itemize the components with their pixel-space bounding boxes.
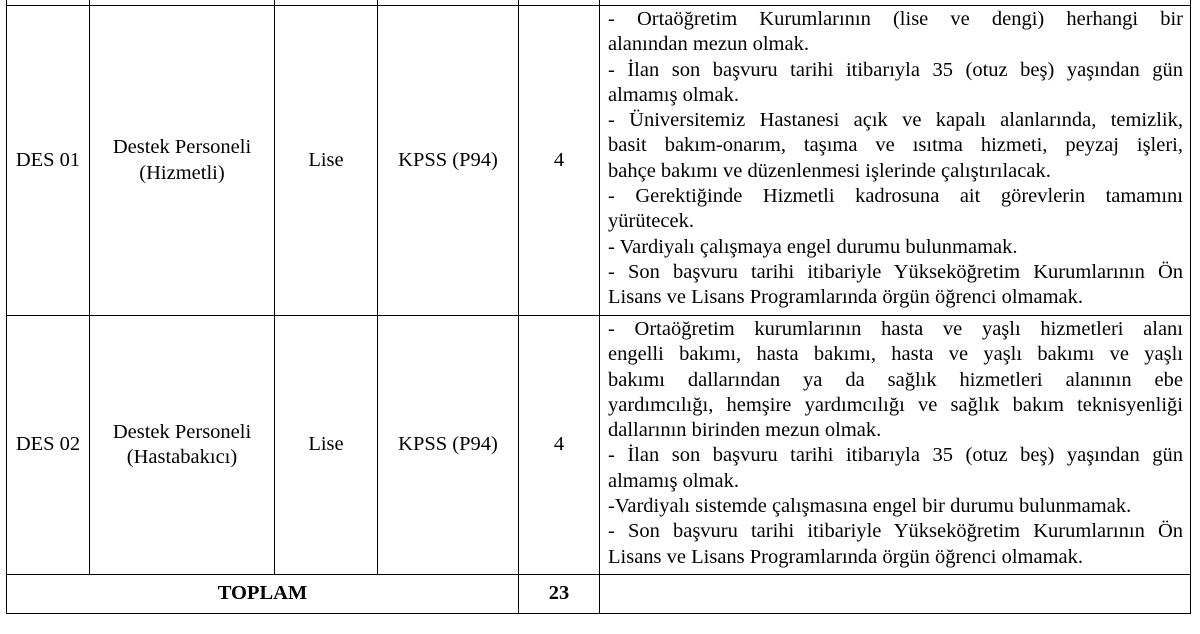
- requirement-line: Lisans ve Lisans Programlarında örgün öğrenci olmamak.: [608, 286, 1083, 309]
- requirement-line: yürütecek.: [608, 210, 694, 233]
- requirement-line: - Son başvuru tarihi itibariyle Yükseköğretim Kurumlarının Ön: [608, 520, 1183, 543]
- requirement-line: - Ortaöğretim Kurumlarının (lise ve dengi) herhangi bir: [608, 8, 1183, 30]
- position-count: 4: [519, 316, 600, 575]
- requirement-line: - Üniversitemiz Hastanesi açık ve kapalı alanlarında, temizlik,: [608, 109, 1183, 132]
- requirement-line: dallarının birinden mezun olmak.: [608, 419, 882, 442]
- total-value: 23: [519, 575, 600, 614]
- exam-type: KPSS (P94): [378, 6, 519, 316]
- requirement-line: almamış olmak.: [608, 83, 739, 106]
- empty-cell: [600, 575, 1191, 614]
- education-level: Lise: [275, 6, 378, 316]
- requirement-line: Lisans ve Lisans Programlarında örgün öğrenci olmamak.: [608, 545, 1083, 568]
- requirement-line: - Son başvuru tarihi itibariyle Yükseköğretim Kurumlarının Ön: [608, 260, 1183, 283]
- requirement-line: yardımcılığı, hemşire yardımcılığı ve sağlık bakım teknisyenliği: [608, 393, 1183, 416]
- requirement-line: basit bakım-onarım, taşıma ve ısıtma hizmeti, peyzaj işleri,: [608, 134, 1183, 157]
- requirement-line: - Vardiyalı çalışmaya engel durumu bulunmamak.: [608, 235, 1018, 258]
- exam-type: KPSS (P94): [378, 316, 519, 575]
- position-requirements: [600, 316, 1191, 575]
- position-count: 4: [519, 6, 600, 316]
- requirement-line: bakımı dallarından ya da sağlık hizmetleri alanının ebe: [608, 368, 1183, 391]
- position-code: DES 01: [7, 6, 90, 316]
- requirement-line: -Vardiyalı sistemde çalışmasına engel bir durumu bulunmamak.: [608, 495, 1132, 518]
- total-label: TOPLAM: [7, 575, 519, 614]
- position-title: [90, 316, 275, 575]
- position-title-line: (Hizmetli): [139, 161, 225, 184]
- position-requirements: [600, 6, 1191, 316]
- position-title-line: Destek Personeli: [112, 420, 252, 443]
- positions-table: [6, 0, 1191, 614]
- position-code: DES 02: [7, 316, 90, 575]
- requirement-line: - Ortaöğretim kurumlarının hasta ve yaşlı hizmetleri alanı: [608, 318, 1183, 340]
- requirement-line: engelli bakımı, hasta bakımı, hasta ve yaşlı bakımı ve yaşlı: [608, 343, 1183, 366]
- requirement-line: bahçe bakımı ve düzenlenmesi işlerinde çalıştırılacak.: [608, 159, 1051, 182]
- position-title: [90, 6, 275, 316]
- requirement-line: - Gerektiğinde Hizmetli kadrosuna ait görevlerin tamamını: [608, 185, 1183, 208]
- position-title-line: (Hastabakıcı): [126, 446, 238, 468]
- requirement-line: - İlan son başvuru tarihi itibarıyla 35 (otuz beş) yaşından gün: [608, 444, 1183, 467]
- requirement-line: almamış olmak.: [608, 469, 739, 492]
- position-title-line: Destek Personeli: [112, 136, 252, 159]
- requirement-line: alanından mezun olmak.: [608, 33, 809, 56]
- education-level: Lise: [275, 316, 378, 575]
- requirement-line: - İlan son başvuru tarihi itibarıyla 35 (otuz beş) yaşından gün: [608, 58, 1183, 81]
- total-row: [7, 575, 1191, 614]
- table-row: [7, 6, 1191, 316]
- table-row: [7, 316, 1191, 575]
